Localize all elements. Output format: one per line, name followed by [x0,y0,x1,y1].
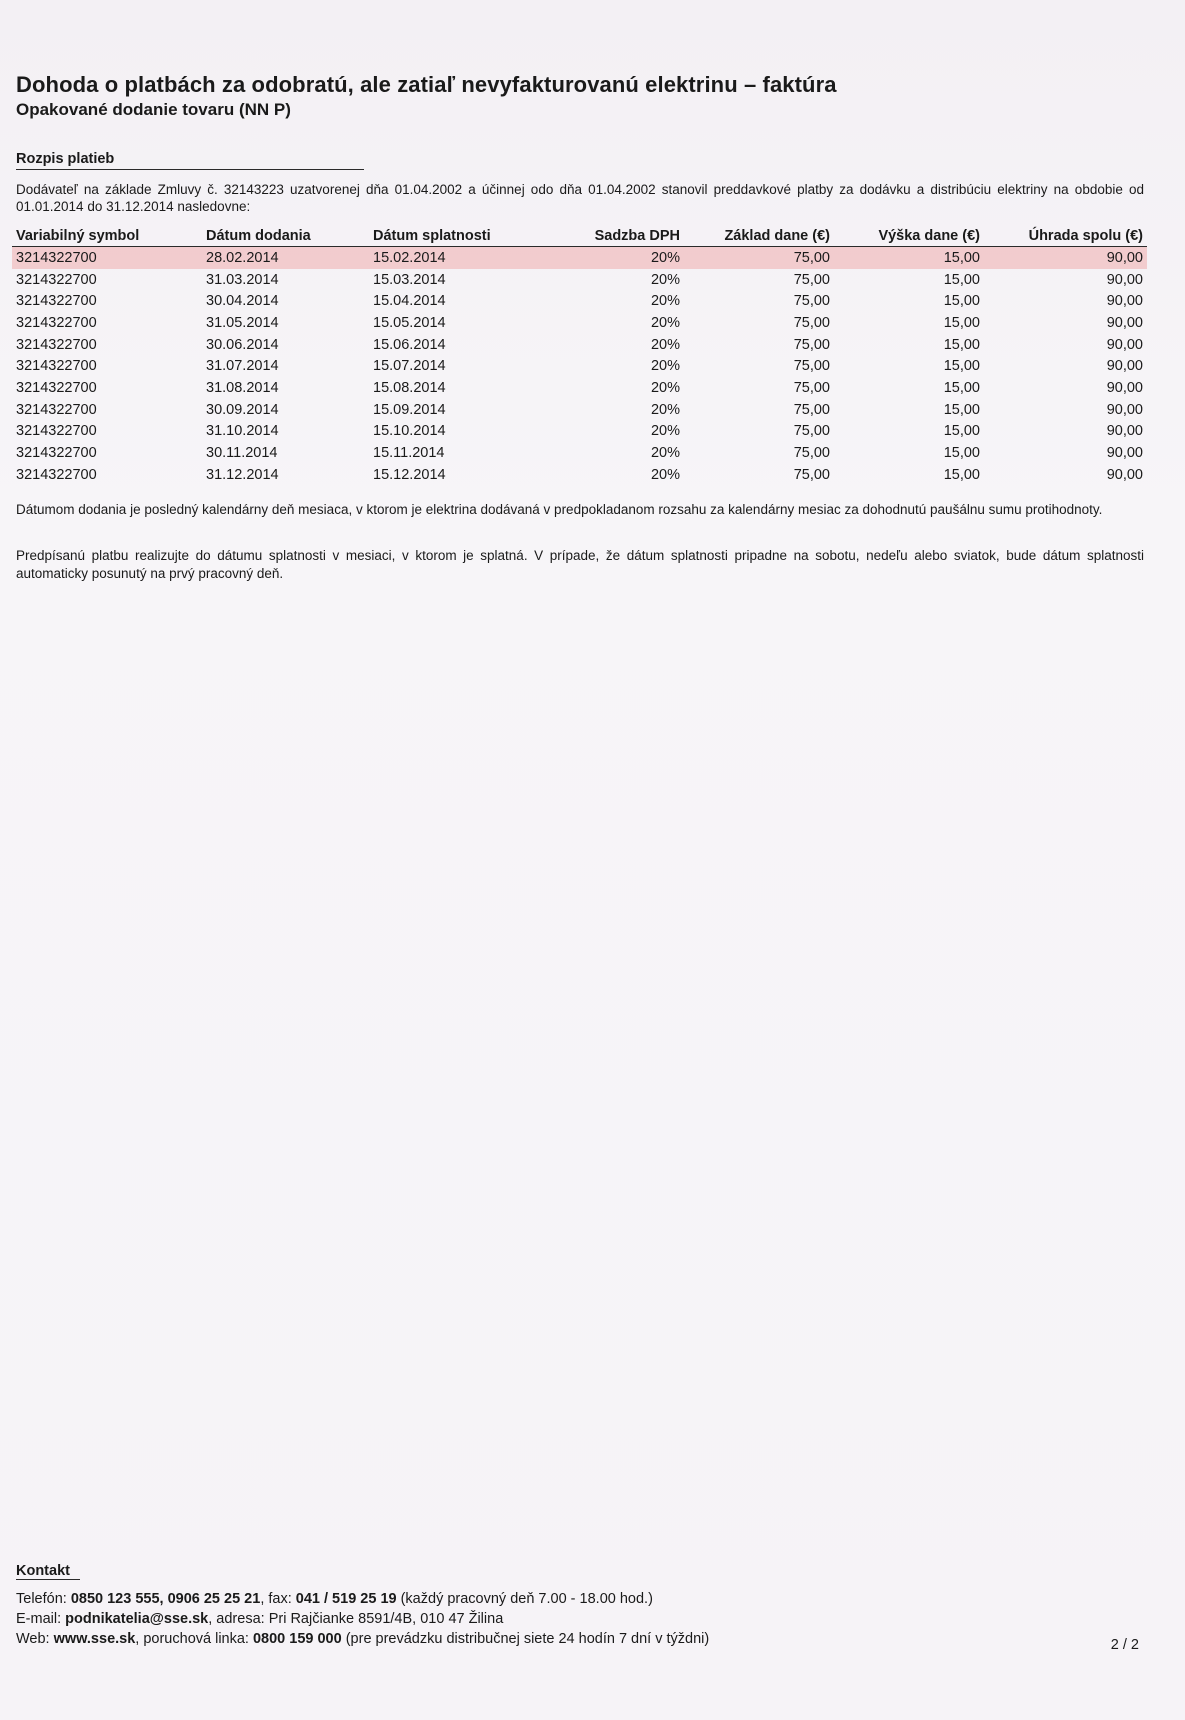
cell-delivery: 28.02.2014 [202,247,369,269]
cell-base: 75,00 [793,423,830,440]
cell-vat-rate: 20% [569,247,684,269]
table-row [12,334,1147,356]
col-header-base: Základ dane (€) [684,226,834,247]
cell-vat-rate: 20% [650,466,680,483]
table-row [12,442,1147,464]
table-row [12,247,1147,269]
contact-email-line [16,1611,503,1627]
cell-vat: 15,00 [943,401,980,418]
cell-base: 75,00 [793,401,830,418]
contact-phone-line [16,1591,653,1607]
cell-symbol: 3214322700 [12,247,202,269]
cell-vat-rate: 20% [650,293,680,310]
cell-delivery: 31.10.2014 [206,423,279,440]
cell-total: 90,00 [1106,358,1143,375]
cell-delivery: 30.06.2014 [206,336,279,353]
payment-due-note: Predpísanú platbu realizujte do dátumu splatnosti v mesiaci, v ktorom je splatná. V prípade, že dátum splatnosti pripadne na sobotu, nedeľu alebo sviatok, bude dátum splatnosti automaticky posunutý na prvý pracovný deň. [16,548,1144,581]
table-row [12,421,1147,443]
postal-address: , adresa: Pri Rajčianke 8591/4B, 010 47 Žilina [208,1611,504,1627]
cell-symbol: 3214322700 [16,336,97,353]
cell-vat: 15,00 [834,247,984,269]
payment-schedule-heading [16,151,364,170]
payments-table [12,226,1147,486]
fault-line-number: 0800 159 000 [252,1631,342,1647]
col-header-total: Úhrada spolu (€) [984,226,1147,247]
cell-base: 75,00 [684,247,834,269]
cell-vat: 15,00 [943,445,980,462]
cell-symbol: 3214322700 [16,314,97,331]
delivery-date-note: Dátumom dodania je posledný kalendárny deň mesiaca, v ktorom je elektrina dodávaná v predpokladanom rozsahu za kalendárny mesiac za dohodnutú paušálnu sumu protihodnoty. [16,502,1103,517]
table-row [12,290,1147,312]
cell-delivery: 31.03.2014 [206,271,279,288]
contact-heading [16,1563,80,1580]
cell-due: 15.07.2014 [373,358,446,375]
col-header-due: Dátum splatnosti [369,226,569,247]
cell-base: 75,00 [793,358,830,375]
cell-vat: 15,00 [943,271,980,288]
cell-vat-rate: 20% [650,336,680,353]
cell-base: 75,00 [793,293,830,310]
web-label: Web: [16,1631,54,1647]
cell-vat: 15,00 [943,358,980,375]
fax-number: 041 / 519 25 19 [295,1591,397,1607]
cell-delivery: 31.05.2014 [206,314,279,331]
col-header-vat-rate: Sadzba DPH [569,226,684,247]
fax-label: , fax: [260,1591,296,1607]
contact-web-line [16,1631,709,1647]
fault-line-note: (pre prevádzku distribučnej siete 24 hodín 7 dní v týždni) [341,1631,710,1647]
cell-symbol: 3214322700 [16,358,97,375]
cell-vat: 15,00 [943,379,980,396]
cell-due: 15.04.2014 [373,293,446,310]
cell-vat-rate: 20% [650,314,680,331]
cell-vat-rate: 20% [650,358,680,375]
phone-label: Telefón: [16,1591,71,1607]
col-header-vat: Výška dane (€) [834,226,984,247]
cell-symbol: 3214322700 [16,293,97,310]
cell-base: 75,00 [793,445,830,462]
cell-delivery: 31.08.2014 [206,379,279,396]
cell-symbol: 3214322700 [16,401,97,418]
page-number: 2 / 2 [1110,1637,1139,1653]
cell-vat-rate: 20% [650,379,680,396]
cell-vat-rate: 20% [650,423,680,440]
cell-due: 15.06.2014 [373,336,446,353]
phone-hours: (každý pracovný deň 7.00 - 18.00 hod.) [396,1591,653,1607]
table-row [12,399,1147,421]
col-header-symbol: Variabilný symbol [12,226,202,247]
table-header-row [12,226,1147,247]
email-label: E-mail: [16,1611,66,1627]
cell-due: 15.11.2014 [373,445,445,462]
cell-due: 15.12.2014 [373,466,446,483]
cell-base: 75,00 [793,379,830,396]
cell-due: 15.09.2014 [373,401,446,418]
col-header-delivery: Dátum dodania [202,226,369,247]
fault-line-label: , poruchová linka: [135,1631,253,1647]
cell-vat-rate: 20% [650,445,680,462]
cell-symbol: 3214322700 [16,379,97,396]
cell-total: 90,00 [1106,379,1143,396]
cell-total: 90,00 [1106,293,1143,310]
cell-total: 90,00 [984,247,1147,269]
document-subtitle: Opakované dodanie tovaru (NN P) [16,100,291,119]
phone-numbers: 0850 123 555, 0906 25 25 21 [70,1591,261,1607]
cell-total: 90,00 [1106,314,1143,331]
document-title: Dohoda o platbách za odobratú, ale zatiaľ nevyfakturovanú elektrinu – faktúra [16,72,837,97]
table-row [12,464,1147,486]
cell-due: 15.08.2014 [373,379,446,396]
cell-delivery: 30.04.2014 [206,293,279,310]
cell-due: 15.02.2014 [369,247,569,269]
schedule-intro-text: Dodávateľ na základe Zmluvy č. 32143223 uzatvorenej dňa 01.04.2002 a účinnej odo dňa 01.04.2002 stanovil preddavkové platby za dodávku a distribúciu elektriny na obdobie od 01.01.2014 do 31.12.2014 nasledovne: [16,182,1144,214]
cell-total: 90,00 [1106,466,1143,483]
cell-due: 15.05.2014 [373,314,446,331]
cell-symbol: 3214322700 [16,466,97,483]
cell-base: 75,00 [793,271,830,288]
cell-vat-rate: 20% [650,271,680,288]
cell-total: 90,00 [1106,336,1143,353]
cell-delivery: 31.12.2014 [206,466,279,483]
cell-vat: 15,00 [943,423,980,440]
cell-base: 75,00 [793,314,830,331]
website: www.sse.sk [53,1631,136,1647]
contact-heading-text: Kontakt [16,1563,70,1579]
cell-total: 90,00 [1106,401,1143,418]
cell-vat-rate: 20% [650,401,680,418]
cell-symbol: 3214322700 [16,445,97,462]
cell-symbol: 3214322700 [16,423,97,440]
cell-delivery: 30.11.2014 [206,445,278,462]
payment-schedule-heading-text: Rozpis platieb [16,151,115,167]
table-row [12,377,1147,399]
payments-table-body [12,247,1147,486]
cell-total: 90,00 [1106,445,1143,462]
cell-vat: 15,00 [943,336,980,353]
cell-vat: 15,00 [943,466,980,483]
email-address: podnikatelia@sse.sk [65,1611,209,1627]
cell-vat: 15,00 [943,293,980,310]
cell-base: 75,00 [793,466,830,483]
cell-due: 15.03.2014 [373,271,446,288]
table-row [12,269,1147,291]
cell-delivery: 31.07.2014 [206,358,279,375]
cell-total: 90,00 [1106,271,1143,288]
table-row [12,355,1147,377]
cell-delivery: 30.09.2014 [206,401,279,418]
cell-symbol: 3214322700 [16,271,97,288]
cell-base: 75,00 [793,336,830,353]
cell-due: 15.10.2014 [373,423,446,440]
cell-total: 90,00 [1106,423,1143,440]
table-row [12,312,1147,334]
cell-vat: 15,00 [943,314,980,331]
